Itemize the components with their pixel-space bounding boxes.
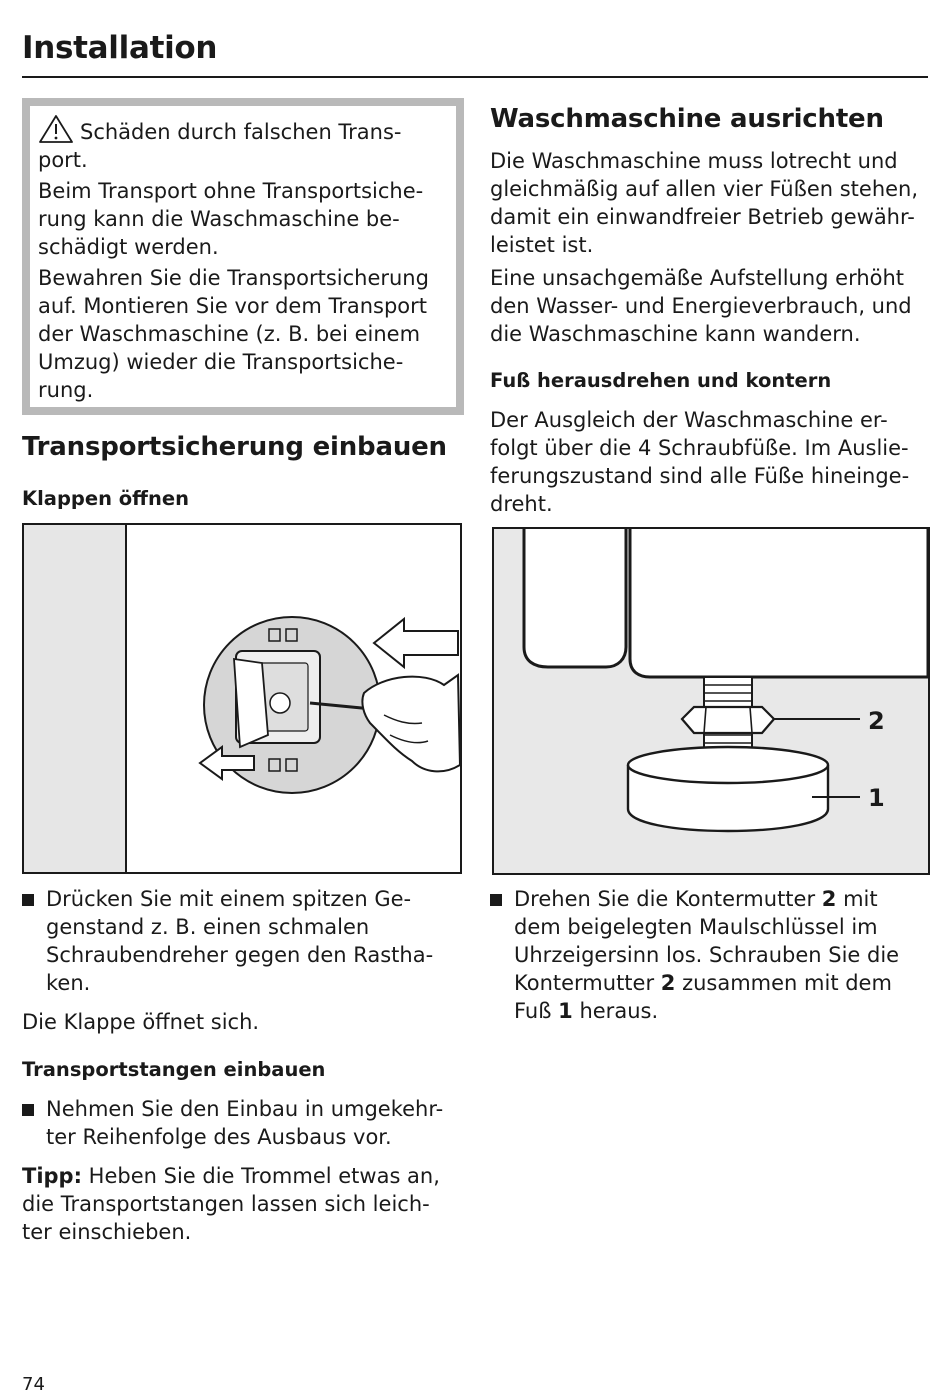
tip-label: Tipp: <box>22 1164 82 1188</box>
bullet-marker <box>22 894 34 906</box>
warning-heading: Schäden durch falschen Trans- port. <box>38 120 402 172</box>
figure-screw-foot <box>492 527 930 875</box>
bullet-text-part: mit dem beigelegten Maulschlüssel im Uhrzeigersinn los. Schrauben Sie die Kontermutter <box>514 887 900 995</box>
bullet-text: Nehmen Sie den Einbau in umgekehr- ter Reihenfolge des Ausbaus vor. <box>46 1097 444 1149</box>
screw-foot-illustration <box>494 529 928 873</box>
bullet-text-part: heraus. <box>572 999 659 1023</box>
callout-ref-foot: 1 <box>558 999 573 1023</box>
subhead-install-rods: Transportstangen einbauen <box>22 1058 326 1081</box>
leveling-paragraph-3: Der Ausgleich der Waschmaschine er- folgt über die 4 Schraubfüße. Im Auslie- ferungszustand sind alle Füße hineinge- dreht. <box>490 408 910 516</box>
warning-heading-line <box>38 114 450 174</box>
bullet-unscrew-foot <box>490 885 930 1025</box>
flap-release-illustration <box>24 525 460 872</box>
bullet-install-rods <box>22 1095 462 1151</box>
leveling-paragraph-1: Die Waschmaschine muss lotrecht und gleichmäßig auf allen vier Füßen stehen, damit ein einwandfreier Betrieb gewähr- leistet ist. <box>490 149 919 257</box>
figure-flap-release <box>22 523 462 874</box>
result-flap-opens: Die Klappe öffnet sich. <box>22 1010 260 1034</box>
list-item <box>22 885 462 997</box>
list-item <box>490 885 930 1025</box>
leveling-paragraph-2: Eine unsachgemäße Aufstellung erhöht den Wasser- und Energieverbrauch, und die Waschmaschine kann wandern. <box>490 266 912 346</box>
section-title-leveling: Waschmaschine ausrichten <box>490 104 884 134</box>
warning-box <box>22 98 464 415</box>
page-number: 74 <box>22 1374 45 1395</box>
callout-foot: 1 <box>868 784 885 812</box>
bullet-text-part: zusammen mit dem Fuß <box>514 971 892 1023</box>
page-title: Installation <box>22 30 218 66</box>
subhead-foot-adjust: Fuß herausdrehen und kontern <box>490 369 832 392</box>
bullet-text-part: Drehen Sie die Kontermutter <box>514 887 822 911</box>
callout-ref-locknut: 2 <box>660 971 676 995</box>
list-item <box>22 1095 462 1151</box>
bullet-open-flaps <box>22 885 462 997</box>
warning-paragraph-2: Bewahren Sie die Transportsicherung auf. Montieren Sie vor dem Transport der Waschmaschine (z. B. bei einem Umzug) wieder die Transportsiche- rung. <box>38 266 429 402</box>
callout-ref-locknut: 2 <box>821 887 837 911</box>
warning-paragraph-1: Beim Transport ohne Transportsiche- rung kann die Waschmaschine be- schädigt werden. <box>38 179 424 259</box>
title-divider <box>22 76 928 78</box>
tip-paragraph <box>22 1162 462 1246</box>
bullet-text: Drücken Sie mit einem spitzen Ge- genstand z. B. einen schmalen Schraubendreher gegen den Rastha- ken. <box>46 887 434 995</box>
callout-locknut: 2 <box>868 707 885 735</box>
section-title-transport-lock: Transportsicherung einbauen <box>22 432 447 462</box>
tip-text: Heben Sie die Trommel etwas an, die Transportstangen lassen sich leich- ter einschieben. <box>22 1164 440 1244</box>
bullet-marker <box>22 1104 34 1116</box>
subhead-open-flaps: Klappen öffnen <box>22 487 189 510</box>
warning-triangle-icon <box>38 114 74 144</box>
bullet-marker <box>490 894 502 906</box>
